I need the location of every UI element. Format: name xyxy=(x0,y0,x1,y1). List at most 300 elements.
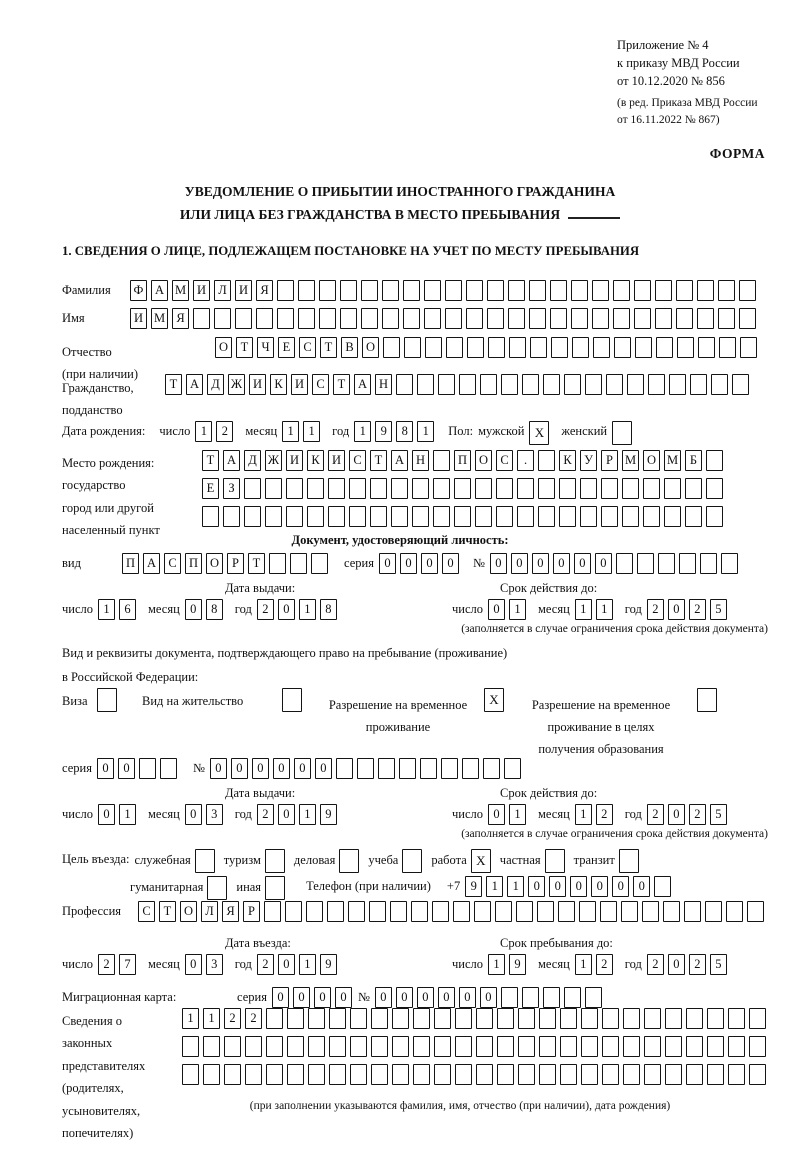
residence-valid-day xyxy=(488,804,530,821)
form-cell xyxy=(706,478,723,499)
form-cell xyxy=(705,901,722,922)
form-cell: М xyxy=(664,450,681,471)
sex-male-label: мужской xyxy=(478,424,525,438)
month-label: месяц xyxy=(245,424,278,438)
purpose-humanitarian-checkbox xyxy=(207,876,227,893)
form-cell xyxy=(560,1036,577,1057)
form-cell: 2 xyxy=(596,804,613,825)
form-cell: 1 xyxy=(299,954,316,975)
form-cell: 0 xyxy=(488,804,505,825)
purpose-option-tourism: туризм xyxy=(224,849,285,873)
form-cell: 5 xyxy=(710,599,727,620)
form-cell xyxy=(550,308,567,329)
form-cell xyxy=(266,1064,283,1085)
stay-month xyxy=(575,954,617,971)
form-cell: 0 xyxy=(417,987,434,1008)
form-cell: К xyxy=(307,450,324,471)
patronymic-label: Отчество (при наличии) xyxy=(62,341,138,385)
doc-issue-heading: Дата выдачи: xyxy=(225,581,296,595)
temp-residence-education-checkbox xyxy=(697,688,721,712)
day-label: число xyxy=(159,424,191,438)
form-cell: 0 xyxy=(480,987,497,1008)
identity-doc-kind-row xyxy=(62,553,742,574)
purpose-label: Цель въезда: xyxy=(62,852,130,866)
form-cell xyxy=(319,280,336,301)
form-cell xyxy=(726,901,743,922)
form-cell xyxy=(600,901,617,922)
form-cell: 0 xyxy=(532,553,549,574)
form-cell xyxy=(602,1064,619,1085)
form-cell xyxy=(277,308,294,329)
form-cell: 0 xyxy=(570,876,587,897)
form-cell xyxy=(581,1064,598,1085)
form-cell: О xyxy=(475,450,492,471)
form-cell xyxy=(623,1064,640,1085)
form-cell: 0 xyxy=(574,553,591,574)
surname-label: Фамилия xyxy=(62,283,111,297)
form-cell: К xyxy=(559,450,576,471)
form-cell xyxy=(728,1064,745,1085)
form-cell xyxy=(559,478,576,499)
form-cell xyxy=(392,1008,409,1029)
form-cell: Р xyxy=(243,901,260,922)
form-cell xyxy=(480,374,497,395)
residence-permit-checkbox xyxy=(282,688,306,712)
form-cell xyxy=(340,308,357,329)
form-cell xyxy=(685,506,702,527)
form-cell xyxy=(613,308,630,329)
form-cell xyxy=(348,901,365,922)
form-cell: Б xyxy=(685,450,702,471)
birth-month-cells xyxy=(282,421,324,438)
form-cell xyxy=(501,987,518,1008)
name-label: Имя xyxy=(62,311,85,325)
form-cell xyxy=(706,450,723,471)
form-cell xyxy=(420,758,437,779)
residence-valid-date-row: число 0 1 месяц 1 2 год 2 0 2 5 xyxy=(452,804,731,825)
entry-month xyxy=(185,954,227,971)
form-cell xyxy=(396,374,413,395)
form-cell xyxy=(329,1008,346,1029)
form-cell xyxy=(539,1008,556,1029)
form-cell xyxy=(496,478,513,499)
form-cell xyxy=(245,1036,262,1057)
form-cell xyxy=(402,849,422,873)
form-cell: 0 xyxy=(379,553,396,574)
form-cell xyxy=(160,758,177,779)
form-cell: 2 xyxy=(647,954,664,975)
form-cell xyxy=(572,337,589,358)
form-cell xyxy=(642,901,659,922)
form-cell xyxy=(658,553,675,574)
form-cell: 0 xyxy=(210,758,227,779)
form-cell xyxy=(686,1064,703,1085)
purpose-option-private: частная xyxy=(500,849,565,873)
birth-date-row xyxy=(62,421,636,445)
form-cell xyxy=(349,506,366,527)
form-cell xyxy=(538,478,555,499)
form-cell xyxy=(711,374,728,395)
form-cell xyxy=(739,308,756,329)
form-cell xyxy=(455,1036,472,1057)
form-cell: 1 xyxy=(303,421,320,442)
residence-issue-day xyxy=(98,804,140,821)
doc-kind-cells xyxy=(122,553,332,570)
form-cell xyxy=(403,280,420,301)
stay-until-date-row: число 1 9 месяц 1 2 год 2 0 2 5 xyxy=(452,954,731,975)
form-cell xyxy=(543,987,560,1008)
form-cell: 0 xyxy=(668,804,685,825)
form-cell xyxy=(413,1008,430,1029)
form-cell: А xyxy=(223,450,240,471)
form-cell: И xyxy=(291,374,308,395)
form-cell xyxy=(697,688,717,712)
form-cell xyxy=(509,337,526,358)
form-cell xyxy=(391,506,408,527)
form-cell xyxy=(340,280,357,301)
doc-kind-label: вид xyxy=(62,556,81,570)
form-cell xyxy=(504,758,521,779)
form-cell xyxy=(308,1036,325,1057)
form-cell xyxy=(580,478,597,499)
patronymic-label-note: (при наличии) xyxy=(62,367,139,381)
form-cell: 2 xyxy=(257,599,274,620)
series-label: серия xyxy=(344,556,374,570)
purpose-option-commercial: деловая xyxy=(294,849,359,873)
form-cell xyxy=(467,337,484,358)
residence-doc-intro2: в Российской Федерации: xyxy=(62,670,199,684)
form-cell: О xyxy=(206,553,223,574)
form-cell: П xyxy=(454,450,471,471)
form-cell xyxy=(182,1064,199,1085)
form-cell: 1 xyxy=(488,954,505,975)
name-cells xyxy=(130,308,760,325)
form-cell xyxy=(585,374,602,395)
form-cell xyxy=(412,478,429,499)
form-cell xyxy=(698,337,715,358)
form-cell xyxy=(648,374,665,395)
form-cell: С xyxy=(349,450,366,471)
form-cell xyxy=(361,308,378,329)
form-cell xyxy=(677,337,694,358)
stay-until-heading: Срок пребывания до: xyxy=(500,936,613,950)
series-label: серия xyxy=(237,990,267,1004)
form-cell xyxy=(445,308,462,329)
form-cell xyxy=(644,1064,661,1085)
representatives-cells-row3 xyxy=(182,1064,770,1085)
form-cell xyxy=(287,1064,304,1085)
form-cell xyxy=(307,478,324,499)
phone-prefix: +7 xyxy=(446,879,461,893)
form-cell xyxy=(508,308,525,329)
form-cell xyxy=(357,758,374,779)
birth-place-cells-row1 xyxy=(202,450,727,471)
residence-issue-year xyxy=(257,804,341,821)
form-cell xyxy=(697,308,714,329)
year-label: год xyxy=(332,424,350,438)
form-cell: 2 xyxy=(98,954,115,975)
form-cell xyxy=(455,1064,472,1085)
birth-date-label: Дата рождения: xyxy=(62,424,146,438)
form-cell: 0 xyxy=(252,758,269,779)
page-title xyxy=(50,180,750,226)
form-cell: 2 xyxy=(245,1008,262,1029)
form-cell xyxy=(349,478,366,499)
form-cell: С xyxy=(496,450,513,471)
form-cell xyxy=(543,374,560,395)
residence-valid-heading: Срок действия до: xyxy=(500,786,598,800)
form-cell xyxy=(644,1008,661,1029)
form-cell xyxy=(621,901,638,922)
form-cell: Р xyxy=(601,450,618,471)
form-cell: О xyxy=(362,337,379,358)
purpose-option-work: работа X xyxy=(431,849,490,873)
form-cell: И xyxy=(130,308,147,329)
migration-card-series-cells xyxy=(272,987,356,1004)
doc-valid-month xyxy=(575,599,617,616)
form-cell xyxy=(413,1036,430,1057)
stay-day xyxy=(488,954,530,971)
form-cell xyxy=(307,506,324,527)
form-cell xyxy=(707,1008,724,1029)
form-cell xyxy=(707,1064,724,1085)
form-cell xyxy=(707,1036,724,1057)
form-cell xyxy=(336,758,353,779)
form-cell xyxy=(433,478,450,499)
form-cell xyxy=(497,1064,514,1085)
stay-year xyxy=(647,954,731,971)
form-cell: 0 xyxy=(273,758,290,779)
form-cell xyxy=(580,506,597,527)
form-cell: В xyxy=(341,337,358,358)
sex-female-checkbox xyxy=(612,421,636,438)
form-cell: . xyxy=(517,450,534,471)
form-cell: 0 xyxy=(459,987,476,1008)
form-cell xyxy=(676,280,693,301)
form-cell xyxy=(195,849,215,873)
purpose-option-business: служебная xyxy=(135,849,215,873)
form-cell xyxy=(476,1064,493,1085)
form-cell xyxy=(516,901,533,922)
identity-doc-heading: Документ, удостоверяющий личность: xyxy=(291,533,509,547)
form-cell: 0 xyxy=(553,553,570,574)
form-cell xyxy=(244,506,261,527)
form-cell: 0 xyxy=(375,987,392,1008)
residence-doc-series-row xyxy=(62,758,525,779)
form-cell: 0 xyxy=(231,758,248,779)
form-cell xyxy=(665,1064,682,1085)
form-cell: 0 xyxy=(633,876,650,897)
form-cell: 0 xyxy=(278,954,295,975)
form-cell xyxy=(518,1036,535,1057)
form-cell xyxy=(424,280,441,301)
residence-valid-note: (заполняется в случае ограничения срока действия документа) xyxy=(461,828,768,840)
birth-place-sub2: город или другой xyxy=(62,500,154,515)
birth-year-cells xyxy=(354,421,438,438)
form-cell: Д xyxy=(244,450,261,471)
form-cell xyxy=(497,1036,514,1057)
form-cell: 2 xyxy=(224,1008,241,1029)
form-cell: Р xyxy=(227,553,244,574)
form-cell xyxy=(390,901,407,922)
form-cell xyxy=(329,1036,346,1057)
form-cell xyxy=(269,553,286,574)
form-cell: У xyxy=(580,450,597,471)
form-cell xyxy=(571,308,588,329)
form-cell xyxy=(592,280,609,301)
purpose-option-humanitarian: гуманитарная xyxy=(130,876,227,900)
form-cell xyxy=(265,849,285,873)
form-cell: 2 xyxy=(647,599,664,620)
profession-label: Профессия xyxy=(62,904,122,918)
doc-valid-day xyxy=(488,599,530,616)
form-cell: М xyxy=(622,450,639,471)
form-cell xyxy=(644,1036,661,1057)
form-cell xyxy=(545,849,565,873)
representatives-label: Сведения о законных представителях (родителях, усыновителях, попечителях) xyxy=(62,1014,146,1141)
form-cell xyxy=(308,1064,325,1085)
patronymic-cells xyxy=(215,337,761,358)
form-cell: П xyxy=(185,553,202,574)
residence-doc-intro1: Вид и реквизиты документа, подтверждающего право на пребывание (проживание) xyxy=(62,646,508,660)
form-cell: Е xyxy=(202,478,219,499)
form-cell xyxy=(749,1008,766,1029)
form-cell: 0 xyxy=(595,553,612,574)
form-cell xyxy=(459,374,476,395)
form-cell: 9 xyxy=(375,421,392,442)
form-cell xyxy=(475,478,492,499)
form-cell xyxy=(311,553,328,574)
form-cell: 2 xyxy=(257,804,274,825)
form-cell xyxy=(403,308,420,329)
form-cell xyxy=(287,1008,304,1029)
form-cell: 9 xyxy=(320,804,337,825)
form-cell xyxy=(669,374,686,395)
sex-female-label: женский xyxy=(561,424,608,438)
form-cell xyxy=(369,901,386,922)
form-cell: И xyxy=(193,280,210,301)
form-cell: 1 xyxy=(182,1008,199,1029)
form-cell xyxy=(665,1008,682,1029)
residence-valid-year xyxy=(647,804,731,821)
form-cell xyxy=(412,506,429,527)
form-cell: А xyxy=(151,280,168,301)
form-cell xyxy=(392,1064,409,1085)
form-cell xyxy=(182,1036,199,1057)
temp-residence-education-label: Разрешение на временное проживание в целях получения образования xyxy=(531,698,671,756)
representatives-cells-row2 xyxy=(182,1036,770,1057)
form-cell xyxy=(424,308,441,329)
form-cell: 0 xyxy=(185,599,202,620)
form-cell xyxy=(685,478,702,499)
form-cell xyxy=(235,308,252,329)
form-cell: 1 xyxy=(98,599,115,620)
form-cell xyxy=(637,553,654,574)
form-cell: 2 xyxy=(216,421,233,442)
doc-issue-day xyxy=(98,599,140,616)
entry-purpose-row xyxy=(62,849,648,873)
form-cell: 0 xyxy=(185,804,202,825)
appendix-line: от 10.12.2020 № 856 xyxy=(617,74,725,88)
appendix-edition-reference xyxy=(617,95,758,129)
form-cell xyxy=(518,1064,535,1085)
form-cell xyxy=(601,506,618,527)
form-cell xyxy=(537,901,554,922)
form-cell: 1 xyxy=(575,599,592,620)
birth-place-cells-row2 xyxy=(202,478,727,499)
form-cell xyxy=(266,1008,283,1029)
form-cell: О xyxy=(180,901,197,922)
form-cell: 0 xyxy=(421,553,438,574)
form-cell: 0 xyxy=(668,599,685,620)
form-cell xyxy=(371,1064,388,1085)
form-cell xyxy=(684,901,701,922)
form-cell xyxy=(686,1008,703,1029)
temp-residence-label: Разрешение на временное проживание xyxy=(328,698,468,734)
form-cell: 1 xyxy=(507,876,524,897)
form-cell xyxy=(539,1036,556,1057)
form-cell: 1 xyxy=(299,599,316,620)
form-cell: М xyxy=(151,308,168,329)
form-cell xyxy=(308,1008,325,1029)
form-cell: С xyxy=(138,901,155,922)
residence-issue-date-row: число 0 1 месяц 0 3 год 2 0 1 9 xyxy=(62,804,341,825)
form-cell: 0 xyxy=(668,954,685,975)
form-cell: Н xyxy=(412,450,429,471)
form-cell xyxy=(371,1008,388,1029)
form-cell xyxy=(558,901,575,922)
purpose-private-checkbox xyxy=(545,849,565,866)
form-cell xyxy=(749,1036,766,1057)
form-cell xyxy=(382,308,399,329)
form-cell: 0 xyxy=(98,804,115,825)
form-cell: 2 xyxy=(647,804,664,825)
form-cell xyxy=(256,308,273,329)
form-cell xyxy=(656,337,673,358)
form-cell xyxy=(434,1036,451,1057)
form-cell: 1 xyxy=(299,804,316,825)
form-cell xyxy=(425,337,442,358)
birth-place-sub3: населенный пункт xyxy=(62,523,160,538)
form-cell xyxy=(564,374,581,395)
form-cell: 1 xyxy=(119,804,136,825)
form-cell xyxy=(383,337,400,358)
form-cell xyxy=(287,1036,304,1057)
form-cell: 0 xyxy=(438,987,455,1008)
form-cell: И xyxy=(249,374,266,395)
surname-row xyxy=(62,280,760,301)
form-cell xyxy=(285,901,302,922)
form-cell: X xyxy=(484,688,504,712)
form-cell xyxy=(697,280,714,301)
form-cell xyxy=(740,337,757,358)
form-cell: З xyxy=(223,478,240,499)
form-cell xyxy=(411,901,428,922)
form-cell: 0 xyxy=(335,987,352,1008)
purpose-option-study: учеба xyxy=(368,849,422,873)
doc-issue-date-row: число 1 6 месяц 0 8 год 2 0 1 8 xyxy=(62,599,341,620)
form-cell: 1 xyxy=(575,804,592,825)
form-cell: Е xyxy=(278,337,295,358)
form-cell xyxy=(266,1036,283,1057)
form-cell: Т xyxy=(159,901,176,922)
form-cell: А xyxy=(354,374,371,395)
residence-series-cells xyxy=(97,758,181,775)
form-cell: 2 xyxy=(596,954,613,975)
form-cell xyxy=(749,1064,766,1085)
form-cell xyxy=(581,1036,598,1057)
number-label: № xyxy=(357,990,370,1004)
